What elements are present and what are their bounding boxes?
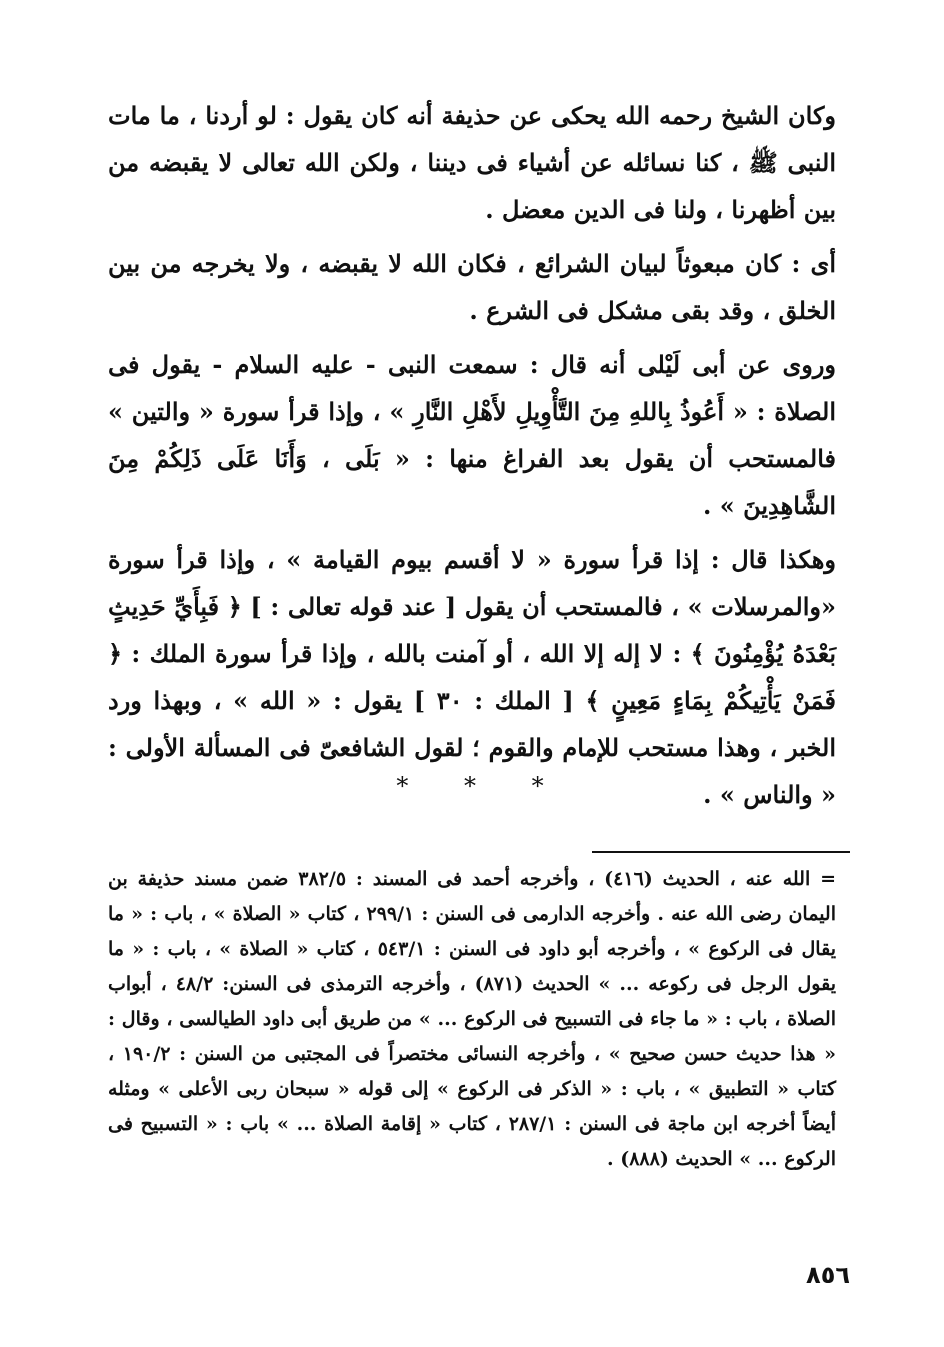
paragraph-hudhayfa: وكان الشيخ رحمه الله يحكى عن حذيفة أنه كان يقول : لو أردنا ، ما مات النبى ﷺ ، كنا نسائله عن أشياء فى ديننا ، ولكن الله تعالى لا يقبضه من بين أظهرنا ، ولنا فى الدين معضل . xyxy=(108,101,836,224)
paragraph-surah-responses: وهكذا قال : إذا قرأ سورة « لا أقسم بيوم القيامة » ، وإذا قرأ سورة «والمرسلات » ، فالمستحب أن يقول [ عند قوله تعالى : ] ﴿ فَبِأَيِّ حَدِيثٍ بَعْدَهُ يُؤْمِنُونَ ﴾ : لا إله إلا الله ، أو آمنت بالله ، وإذا قرأ سورة الملك : ﴿ فَمَنْ يَأْتِيكُمْ بِمَاءٍ مَعِينٍ ﴾ [ الملك : ٣٠ ] يقول : « الله » ، وبهذا ورد الخبر ، وهذا مستحب للإمام والقوم ؛ لقول الشافعىّ فى المسألة الأولى : « والناس » . xyxy=(108,545,836,809)
paragraph-explanation: أى : كان مبعوثاً لبيان الشرائع ، فكان الله لا يقبضه ، ولا يخرجه من بين الخلق ، وقد بقى مشكل فى الشرع . xyxy=(108,249,836,325)
footnote-text: = الله عنه ، الحديث (٤١٦) ، وأخرجه أحمد فى المسند : ٣٨٢/٥ ضمن مسند حذيفة بن اليمان رضى الله عنه . وأخرجه الدارمى فى السنن : ٢٩٩/١ ، كتاب « الصلاة » ، باب : « ما يقال فى الركوع » ، وأخرجه أبو داود فى السنن : ٥٤٣/١ ، كتاب « الصلاة » ، باب : « ما يقول الرجل فى ركوعه ... » الحديث (٨٧١) ، وأخرجه الترمذى فى السنن: ٤٨/٢ ، أبواب الصلاة ، باب : « ما جاء فى التسبيح فى الركوع ... » من طريق أبى داود الطيالسى ، وقال : « هذا حديث حسن صحيح » ، وأخرجه النسائى مختصراً فى المجتبى من السنن : ١٩٠/٢ ، كتاب « التطبيق » ، باب : « الذكر فى الركوع » إلى قوله « سبحان ربى الأعلى » ومثله أيضاً أخرجه ابن ماجة فى السنن : ٢٨٧/١ ، كتاب « إقامة الصلاة ... » باب : « التسبيح فى الركوع ... » الحديث (٨٨٨) . xyxy=(108,868,836,1170)
page-number: ٨٥٦ xyxy=(806,1261,850,1289)
footnote-divider xyxy=(592,851,850,853)
paragraph-abu-layla: وروى عن أبى لَيْلى أنه قال : سمعت النبى - عليه السلام - يقول فى الصلاة : « أَعُوذُ بِاللهِ مِنَ التَّأْوِيلِ لأَهْلِ النَّارِ » ، وإذا قرأ سورة « والتين » فالمستحب أن يقول بعد الفراغ منها : « بَلَى ، وَأَنَا عَلَى ذَلِكُمْ مِنَ الشَّاهِدِينَ » . xyxy=(108,350,836,520)
main-text xyxy=(108,92,836,825)
section-ornament: * * * xyxy=(396,772,568,800)
